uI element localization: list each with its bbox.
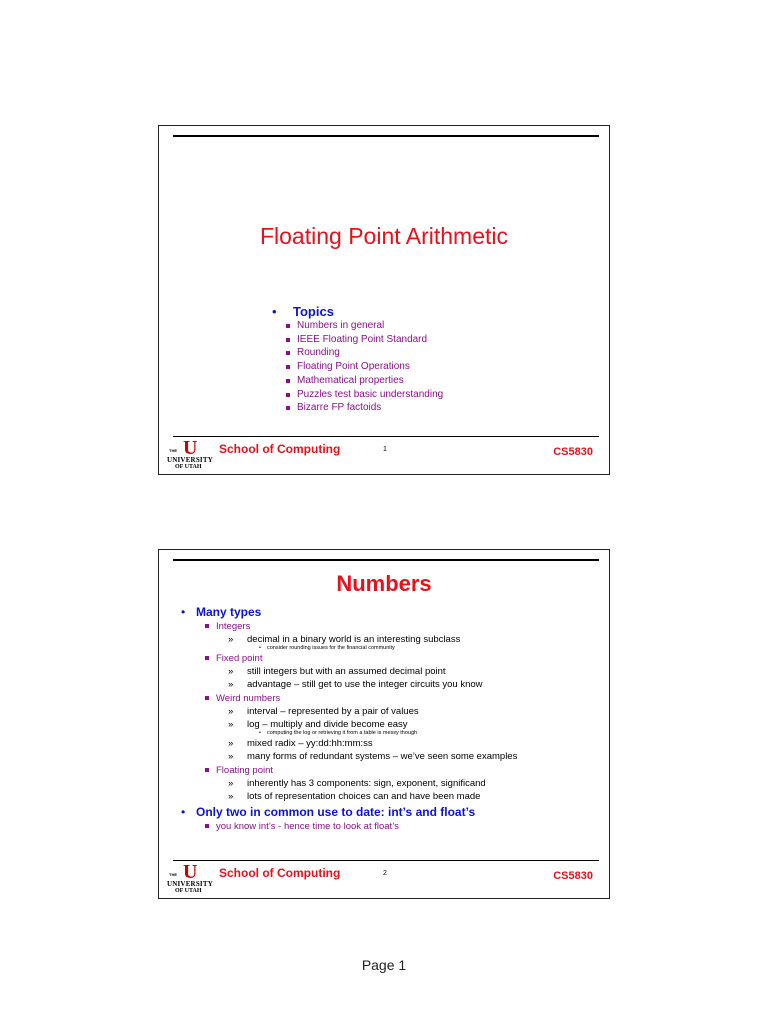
course-code: CS5830 [553,870,593,882]
top-rule [173,559,599,561]
marker: » [228,737,234,749]
course-code: CS5830 [553,446,593,458]
bullet-only-two: • Only two in common use to date: int’s and float’s [179,804,603,820]
slide-number: 1 [383,446,387,453]
topic-item: IEEE Floating Point Standard [272,333,443,347]
topic-item: Bizarre FP factoids [272,401,443,415]
marker: » [228,777,234,789]
footer-rule [173,860,599,861]
topics-list [272,304,443,415]
slide-footer [159,862,609,898]
top-rule [173,135,599,137]
sub-bullet [179,777,603,791]
page-label: Page 1 [361,957,407,973]
topics-heading: • Topics [272,304,443,319]
topic-item: Mathematical properties [272,374,443,388]
sub-bullet [179,737,603,751]
university-of-utah-logo [165,862,215,896]
sub-bullet [179,665,603,679]
bullet-many-types: • Many types [179,604,603,620]
topic-item: Numbers in general [272,319,443,333]
marker: » [228,634,234,645]
marker: » [228,679,234,690]
bullet-you-know: you know int’s - hence time to look at float’s [179,820,603,833]
bullet-integers: Integers [179,620,603,633]
university-of-utah-logo [165,438,215,472]
bullet-fixed-point: Fixed point [179,652,603,665]
topic-item: Floating Point Operations [272,360,443,374]
sub-bullet-text: decimal in a binary world is an interesting subclass [247,634,461,645]
topic-item: Rounding [272,346,443,360]
marker: » [228,791,234,802]
sub-bullet-text: still integers but with an assumed decimal point [247,665,446,677]
logo-u: U [183,437,198,459]
sub-bullet-text: many forms of redundant systems – we’ve seen some examples [247,751,518,762]
slide-title: Floating Point Arithmetic [259,223,508,249]
marker: » [228,751,234,762]
marker: » [228,665,234,677]
bullet-weird-numbers: Weird numbers [179,692,603,705]
sub-bullet [179,678,603,692]
note: • computing the log or retrieving it from a table is messy though [179,730,603,737]
marker: » [228,719,234,730]
bullet-floating-point: Floating point [179,764,603,777]
sub-bullet-text: log – multiply and divide become easy [247,719,408,730]
slide-2 [158,549,610,899]
slide-title: Numbers [336,571,432,596]
sub-bullet-text: inherently has 3 components: sign, exponent, significand [247,777,486,789]
sub-bullet-text: interval – represented by a pair of values [247,705,419,717]
school-name: School of Computing [219,866,341,880]
marker: » [228,705,234,717]
logo-the: THE [169,872,177,877]
sub-bullet-text: lots of representation choices can and have been made [247,791,481,802]
slide-body [179,604,603,833]
logo-university: UNIVERSITY [167,880,213,888]
slide-number: 2 [383,870,387,877]
logo-utah: OF UTAH [175,464,202,470]
slide-1 [158,125,610,475]
slide-footer [159,438,609,474]
school-name: School of Computing [219,442,341,456]
sub-bullet [179,790,603,804]
sub-bullet [179,705,603,719]
logo-u: U [183,861,198,883]
logo-university: UNIVERSITY [167,456,213,464]
footer-rule [173,436,599,437]
sub-bullet [179,750,603,764]
logo-utah: OF UTAH [175,888,202,894]
sub-bullet-text: advantage – still get to use the integer circuits you know [247,679,483,690]
sub-bullet-text: mixed radix – yy:dd:hh:mm:ss [247,737,373,749]
topic-item: Puzzles test basic understanding [272,388,443,402]
logo-the: THE [169,448,177,453]
note: • consider rounding issues for the financial community [179,645,603,652]
